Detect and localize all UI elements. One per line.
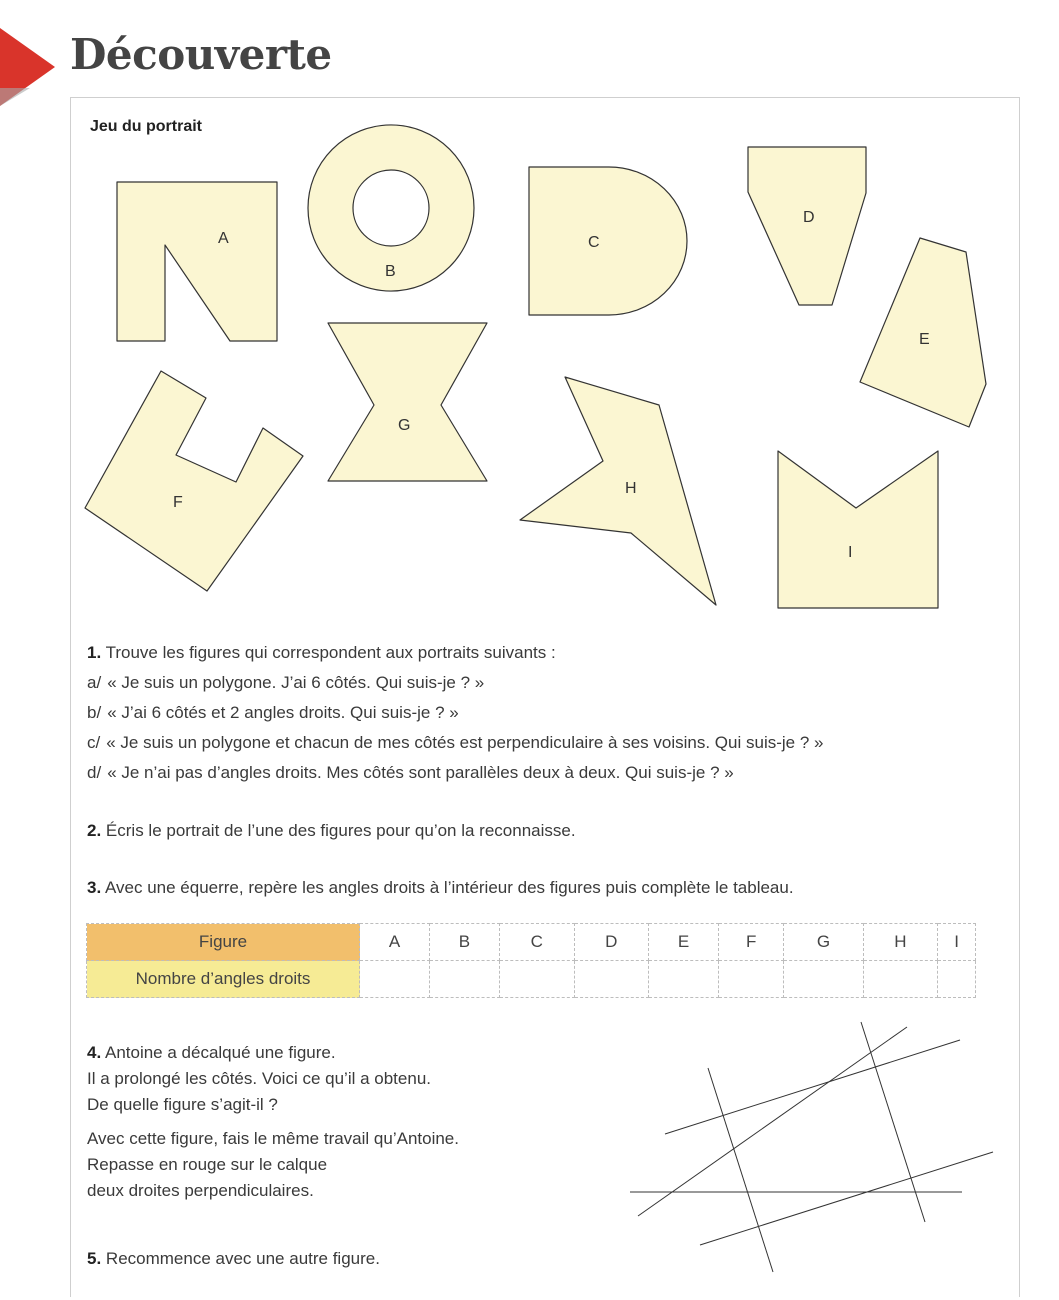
figure-h xyxy=(520,377,716,605)
figure-d xyxy=(748,147,866,305)
item-text: « Je n’ai pas d’angles droits. Mes côtés sont parallèles deux à deux. Qui suis-je ? » xyxy=(107,763,734,782)
question-4-line-5: Repasse en rouge sur le calque xyxy=(87,1155,328,1174)
table-cell-e[interactable] xyxy=(649,961,719,998)
diagram-line xyxy=(708,1068,773,1272)
question-number: 1. xyxy=(87,643,102,662)
figure-i xyxy=(778,451,938,608)
figure-c xyxy=(529,167,687,315)
diagram-line xyxy=(700,1152,993,1245)
table-cell-f[interactable] xyxy=(719,961,784,998)
question-number: 5. xyxy=(87,1249,102,1268)
figure-a xyxy=(117,182,277,341)
table-header-angles: Nombre d’angles droits xyxy=(87,961,360,998)
figure-g xyxy=(328,323,487,481)
diagram-line xyxy=(638,1027,907,1216)
table-col-f: F xyxy=(719,924,784,961)
table-header-row xyxy=(87,924,976,961)
figure-label-d: D xyxy=(803,209,815,226)
table-cell-c[interactable] xyxy=(499,961,574,998)
figure-label-a: A xyxy=(218,230,229,247)
section-subtitle: Jeu du portrait xyxy=(90,118,203,135)
diagram-line xyxy=(665,1040,960,1134)
question-4-line-3: De quelle figure s’agit-il ? xyxy=(87,1095,278,1114)
question-4-line-2: Il a prolongé les côtés. Voici ce qu’il a obtenu. xyxy=(87,1069,431,1088)
question-text: Trouve les figures qui correspondent aux portraits suivants : xyxy=(105,643,556,662)
figure-label-c: C xyxy=(588,234,600,251)
question-2 xyxy=(87,820,576,841)
figure-label-f: F xyxy=(173,494,183,511)
question-3 xyxy=(87,877,794,898)
table-col-g: G xyxy=(784,924,863,961)
question-text: Recommence avec une autre figure. xyxy=(105,1249,380,1268)
table-cell-b[interactable] xyxy=(429,961,499,998)
table-col-b: B xyxy=(429,924,499,961)
figure-label-i: I xyxy=(848,544,853,561)
table-answer-row xyxy=(87,961,976,998)
item-prefix: a/ xyxy=(87,673,102,692)
portrait-a xyxy=(87,672,484,693)
item-prefix: c/ xyxy=(87,733,101,752)
table-header-figure: Figure xyxy=(87,924,360,961)
portrait-d xyxy=(87,762,734,783)
figure-label-b: B xyxy=(385,263,396,280)
question-4-line-4: Avec cette figure, fais le même travail qu’Antoine. xyxy=(87,1129,459,1148)
right-angles-table xyxy=(86,923,976,998)
table-cell-g[interactable] xyxy=(784,961,863,998)
item-text: « Je suis un polygone et chacun de mes côtés est perpendiculaire à ses voisins. Qui suis-je ? » xyxy=(106,733,824,752)
item-text: « J’ai 6 côtés et 2 angles droits. Qui suis-je ? » xyxy=(107,703,459,722)
question-4-line-6: deux droites perpendiculaires. xyxy=(87,1181,314,1200)
table-cell-h[interactable] xyxy=(863,961,938,998)
question-number: 4. xyxy=(87,1043,102,1062)
figure-f xyxy=(85,371,303,591)
table-col-h: H xyxy=(863,924,938,961)
item-text: « Je suis un polygone. J’ai 6 côtés. Qui suis-je ? » xyxy=(107,673,485,692)
question-text: Antoine a décalqué une figure. xyxy=(104,1043,336,1062)
extended-lines-diagram xyxy=(600,1010,1020,1300)
table-col-e: E xyxy=(649,924,719,961)
question-4 xyxy=(87,1042,336,1063)
figure-label-g: G xyxy=(398,417,411,434)
portrait-b xyxy=(87,702,459,723)
table-cell-i[interactable] xyxy=(938,961,976,998)
question-text: Avec une équerre, repère les angles droits à l’intérieur des figures puis complète le tableau. xyxy=(104,878,794,897)
page-title: Découverte xyxy=(70,30,332,79)
table-col-a: A xyxy=(360,924,430,961)
question-1 xyxy=(87,642,556,663)
figure-label-h: H xyxy=(625,480,637,497)
question-text: Écris le portrait de l’une des figures pour qu’on la reconnaisse. xyxy=(105,821,576,840)
table-cell-d[interactable] xyxy=(574,961,649,998)
question-number: 2. xyxy=(87,821,102,840)
table-col-d: D xyxy=(574,924,649,961)
item-prefix: b/ xyxy=(87,703,102,722)
portrait-c xyxy=(87,732,823,753)
question-5 xyxy=(87,1248,380,1269)
table-col-c: C xyxy=(499,924,574,961)
table-col-i: I xyxy=(938,924,976,961)
table-cell-a[interactable] xyxy=(360,961,430,998)
question-number: 3. xyxy=(87,878,102,897)
figure-label-e: E xyxy=(919,331,930,348)
item-prefix: d/ xyxy=(87,763,102,782)
